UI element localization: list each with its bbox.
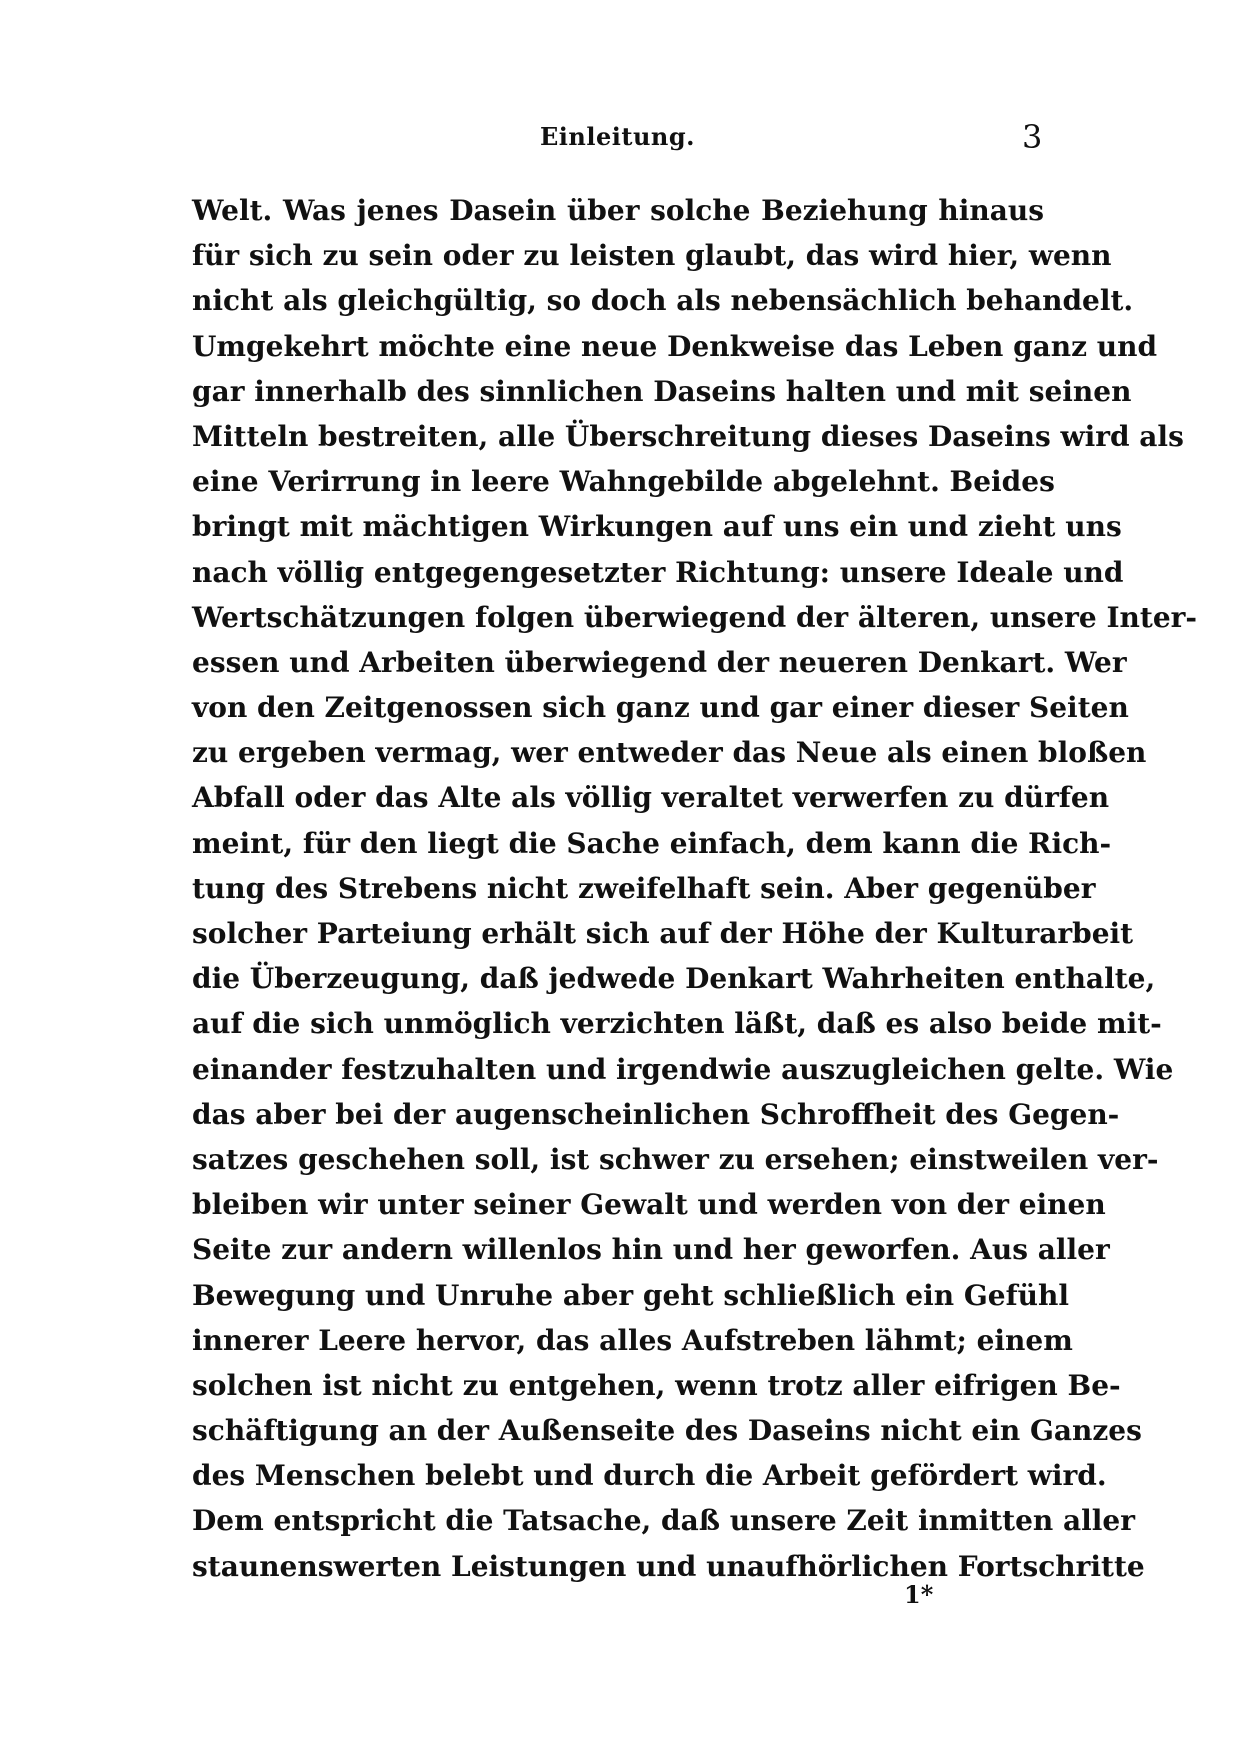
body-text xyxy=(192,188,1198,1589)
text-line: das aber bei der augenscheinlichen Schroffheit des Gegen- xyxy=(192,1097,1120,1131)
running-header xyxy=(0,118,1241,158)
text-line: staunenswerten Leistungen und unaufhörlichen Fortschritte xyxy=(192,1549,1145,1583)
text-line: Welt. Was jenes Dasein über solche Beziehung hinaus xyxy=(192,194,1044,227)
text-line: bleiben wir unter seiner Gewalt und werden von der einen xyxy=(192,1188,1106,1222)
text-line: für sich zu sein oder zu leisten glaubt, das wird hier, wenn xyxy=(192,239,1112,273)
text-line: nach völlig entgegengesetzter Richtung: unsere Ideale und xyxy=(192,555,1124,589)
chapter-title: Einleitung. xyxy=(540,122,695,151)
text-line: innerer Leere hervor, das alles Aufstreben lähmt; einem xyxy=(192,1323,1073,1357)
text-line: gar innerhalb des sinnlichen Daseins halten und mit seinen xyxy=(192,374,1132,408)
text-line: satzes geschehen soll, ist schwer zu ersehen; einstweilen ver- xyxy=(192,1142,1159,1176)
text-line: Seite zur andern willenlos hin und her geworfen. Aus aller xyxy=(192,1233,1110,1267)
text-line: Mitteln bestreiten, alle Überschreitung dieses Daseins wird als xyxy=(192,419,1184,453)
text-line: bringt mit mächtigen Wirkungen auf uns ein und zieht uns xyxy=(192,510,1122,544)
text-line: meint, für den liegt die Sache einfach, dem kann die Rich- xyxy=(192,826,1112,860)
text-line: Wertschätzungen folgen überwiegend der älteren, unsere Inter- xyxy=(192,600,1198,634)
text-line: des Menschen belebt und durch die Arbeit gefördert wird. xyxy=(192,1459,1107,1493)
text-line: Umgekehrt möchte eine neue Denkweise das Leben ganz und xyxy=(192,329,1158,363)
text-line: Bewegung und Unruhe aber geht schließlich ein Gefühl xyxy=(192,1278,1069,1312)
text-line: schäftigung an der Außenseite des Daseins nicht ein Ganzes xyxy=(192,1414,1142,1448)
signature-mark: 1* xyxy=(904,1580,934,1609)
text-line: solcher Parteiung erhält sich auf der Höhe der Kulturarbeit xyxy=(192,917,1134,950)
text-line: nicht als gleichgültig, so doch als nebensächlich behandelt. xyxy=(192,284,1134,318)
page-number: 3 xyxy=(1022,118,1043,156)
text-line: tung des Strebens nicht zweifelhaft sein. Aber gegenüber xyxy=(192,871,1096,905)
text-line: eine Verirrung in leere Wahngebilde abgelehnt. Beides xyxy=(192,465,1055,499)
text-line: essen und Arbeiten überwiegend der neueren Denkart. Wer xyxy=(192,645,1127,679)
text-line: zu ergeben vermag, wer entweder das Neue als einen bloßen xyxy=(192,736,1147,770)
text-line: Dem entspricht die Tatsache, daß unsere Zeit inmitten aller xyxy=(192,1504,1135,1538)
text-line: die Überzeugung, daß jedwede Denkart Wahrheiten enthalte, xyxy=(192,962,1156,996)
text-line: Abfall oder das Alte als völlig veraltet verwerfen zu dürfen xyxy=(192,781,1110,815)
text-line: solchen ist nicht zu entgehen, wenn trotz aller eifrigen Be- xyxy=(192,1368,1121,1402)
text-line: von den Zeitgenossen sich ganz und gar einer dieser Seiten xyxy=(192,691,1129,725)
text-line: einander festzuhalten und irgendwie auszugleichen gelte. Wie xyxy=(192,1052,1174,1086)
text-line: auf die sich unmöglich verzichten läßt, daß es also beide mit- xyxy=(192,1007,1162,1041)
